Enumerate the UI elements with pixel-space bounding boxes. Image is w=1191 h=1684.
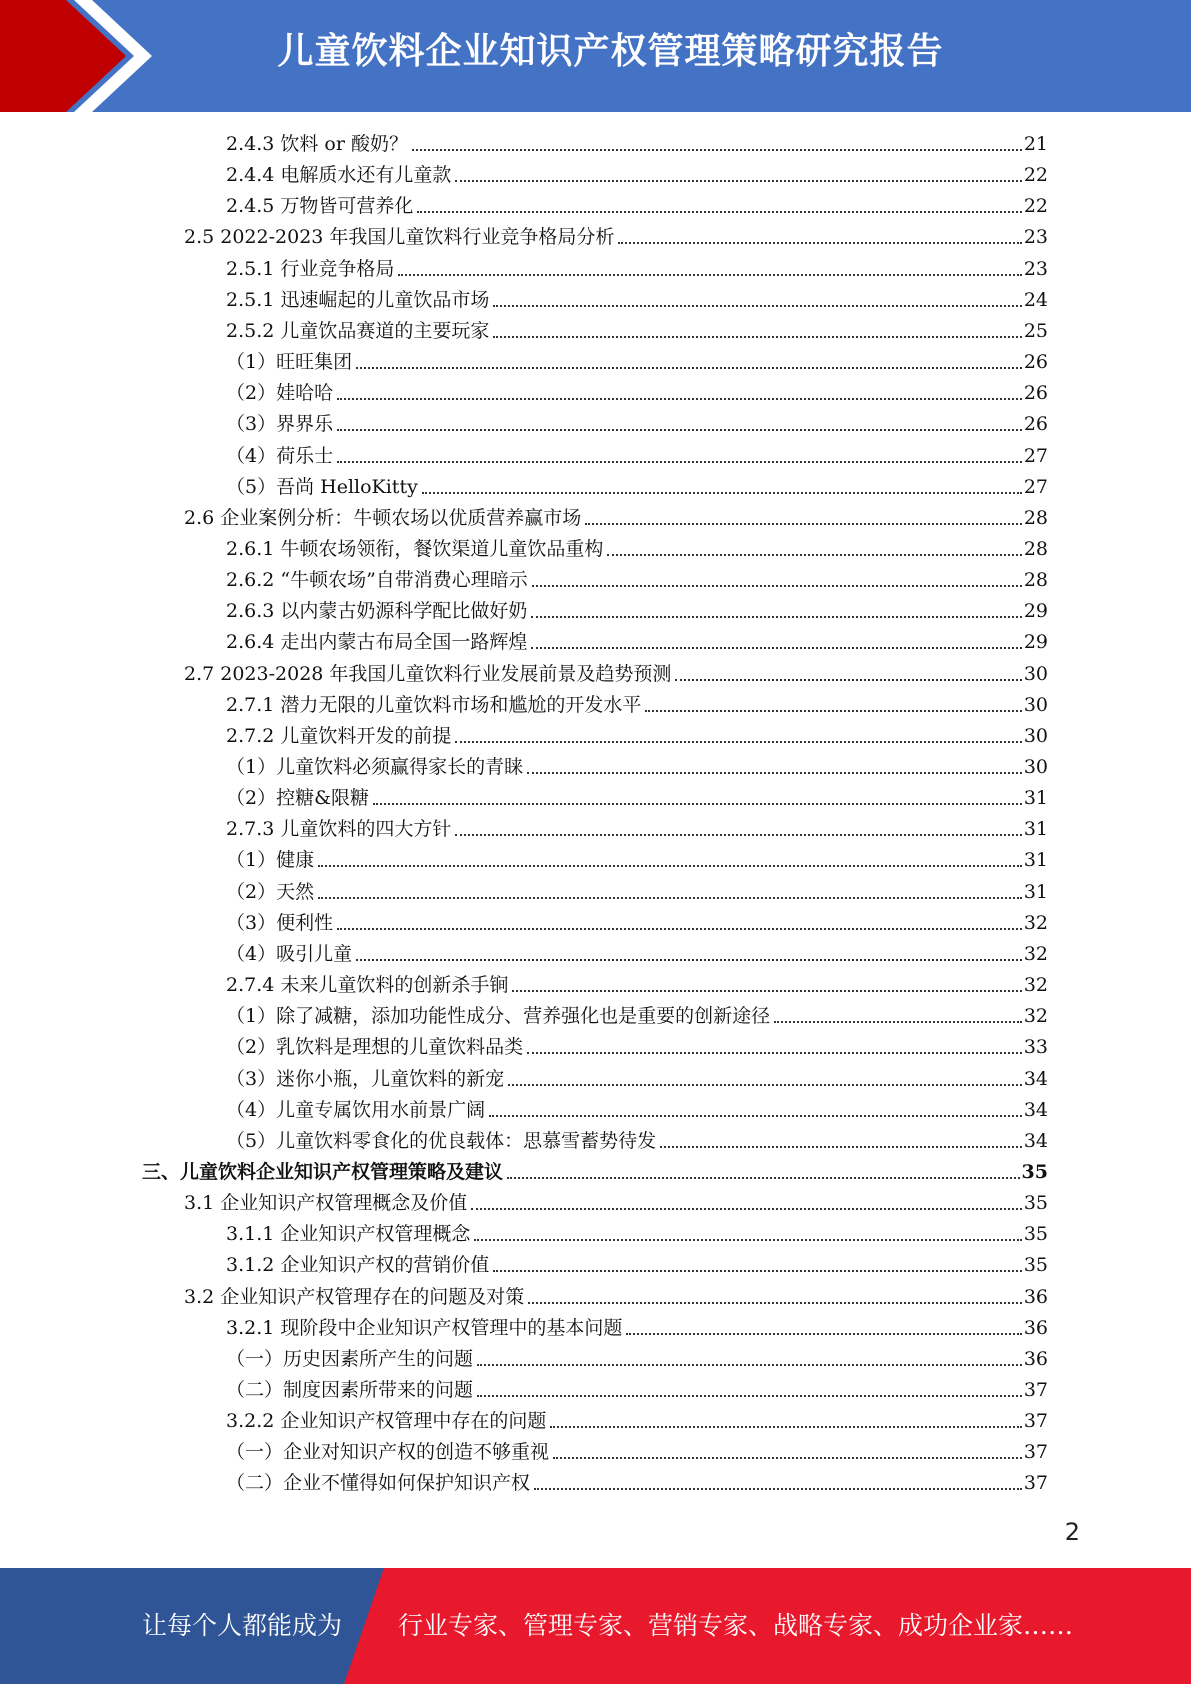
toc-entry-title: 3.2.2 企业知识产权管理中存在的问题 xyxy=(226,1410,547,1433)
toc-entry-page: 35 xyxy=(1023,1254,1048,1277)
toc-entry-page: 35 xyxy=(1021,1160,1048,1183)
toc-entry[interactable] xyxy=(226,687,1048,718)
toc-entry-page: 37 xyxy=(1023,1472,1048,1495)
toc-dot-leader xyxy=(675,679,1021,681)
toc-dot-leader xyxy=(550,1426,1021,1428)
toc-entry-page: 34 xyxy=(1023,1098,1048,1121)
toc-entry-page: 26 xyxy=(1023,351,1048,374)
toc-entry-title: 2.4.5 万物皆可营养化 xyxy=(226,195,414,218)
toc-entry-title: （1）除了减糖，添加功能性成分、营养强化也是重要的创新途径 xyxy=(226,1005,771,1028)
toc-entry[interactable] xyxy=(226,967,1048,998)
toc-dot-leader xyxy=(356,367,1022,369)
header-title: 儿童饮料企业知识产权管理策略研究报告 xyxy=(277,31,944,72)
page-header xyxy=(0,0,1191,112)
toc-entry[interactable] xyxy=(226,749,1048,780)
toc-entry[interactable] xyxy=(184,500,1048,531)
toc-dot-leader xyxy=(493,1270,1021,1272)
toc-entry-page: 35 xyxy=(1023,1223,1048,1246)
toc-entry-page: 27 xyxy=(1023,475,1048,498)
page-footer xyxy=(0,1568,1191,1684)
toc-entry[interactable] xyxy=(226,531,1048,562)
toc-dot-leader xyxy=(528,1302,1022,1304)
toc-dot-leader xyxy=(471,1208,1022,1210)
toc-dot-leader xyxy=(455,834,1021,836)
toc-dot-leader xyxy=(337,461,1022,463)
toc-entry-title: 2.5 2022-2023 年我国儿童饮料行业竞争格局分析 xyxy=(184,226,615,249)
toc-entry-title: 2.5.1 行业竞争格局 xyxy=(226,257,395,280)
toc-entry[interactable] xyxy=(184,1279,1048,1310)
toc-entry-title: 2.5.1 迅速崛起的儿童饮品市场 xyxy=(226,288,490,311)
toc-dot-leader xyxy=(455,180,1021,182)
toc-entry-title: （4）荷乐士 xyxy=(226,444,334,467)
toc-dot-leader xyxy=(398,274,1021,276)
toc-dot-leader xyxy=(553,1457,1022,1459)
toc-entry-title: 2.5.2 儿童饮品赛道的主要玩家 xyxy=(226,319,490,342)
toc-entry-page: 32 xyxy=(1023,911,1048,934)
toc-entry[interactable] xyxy=(226,344,1048,375)
toc-dot-leader xyxy=(531,647,1021,649)
toc-entry[interactable] xyxy=(226,562,1048,593)
toc-entry[interactable] xyxy=(142,1154,1048,1185)
toc-entry-title: （1）健康 xyxy=(226,849,315,872)
toc-dot-leader xyxy=(585,523,1022,525)
toc-entry-title: 3.1 企业知识产权管理概念及价值 xyxy=(184,1192,468,1215)
toc-entry-page: 23 xyxy=(1023,226,1048,249)
toc-dot-leader xyxy=(474,1239,1021,1241)
toc-entry-page: 34 xyxy=(1023,1067,1048,1090)
toc-entry[interactable] xyxy=(226,188,1048,219)
toc-entry[interactable] xyxy=(226,874,1048,905)
toc-entry-page: 26 xyxy=(1023,413,1048,436)
toc-entry-page: 29 xyxy=(1023,631,1048,654)
toc-dot-leader xyxy=(493,305,1021,307)
toc-entry-title: （二）制度因素所带来的问题 xyxy=(226,1379,474,1401)
toc-dot-leader xyxy=(318,865,1022,867)
toc-dot-leader xyxy=(422,492,1022,494)
toc-entry-page: 23 xyxy=(1023,257,1048,280)
toc-entry-title: 2.7 2023-2028 年我国儿童饮料行业发展前景及趋势预测 xyxy=(184,662,672,685)
toc-entry[interactable] xyxy=(226,593,1048,624)
toc-entry-page: 36 xyxy=(1023,1347,1048,1370)
toc-entry-page: 32 xyxy=(1023,942,1048,965)
toc-entry-title: （3）迷你小瓶，儿童饮料的新宠 xyxy=(226,1067,505,1090)
toc-entry-page: 21 xyxy=(1023,133,1048,155)
toc-dot-leader xyxy=(455,741,1021,743)
toc-entry-page: 22 xyxy=(1023,195,1048,218)
toc-entry[interactable] xyxy=(226,438,1048,469)
toc-dot-leader xyxy=(531,616,1021,618)
toc-entry[interactable] xyxy=(226,1372,1048,1403)
toc-entry-title: 三、儿童饮料企业知识产权管理策略及建议 xyxy=(142,1160,504,1183)
toc-entry-title: （4）儿童专属饮用水前景广阔 xyxy=(226,1098,486,1121)
toc-entry-title: 3.2 企业知识产权管理存在的问题及对策 xyxy=(184,1285,525,1308)
toc-entry-page: 31 xyxy=(1023,880,1048,903)
toc-dot-leader xyxy=(477,1395,1022,1397)
toc-entry-page: 27 xyxy=(1023,444,1048,467)
toc-entry[interactable] xyxy=(226,718,1048,749)
toc-entry-page: 32 xyxy=(1023,974,1048,997)
toc-entry-title: （2）乳饮料是理想的儿童饮料品类 xyxy=(226,1036,524,1059)
toc-dot-leader xyxy=(645,710,1021,712)
toc-entry-page: 37 xyxy=(1023,1379,1048,1401)
toc-entry[interactable] xyxy=(226,936,1048,967)
toc-entry-page: 36 xyxy=(1023,1316,1048,1339)
toc-entry-page: 30 xyxy=(1023,693,1048,716)
toc-entry-page: 31 xyxy=(1023,787,1048,810)
toc-entry-page: 31 xyxy=(1023,849,1048,872)
toc-entry-page: 30 xyxy=(1023,724,1048,747)
toc-entry-title: 2.6.4 走出内蒙古布局全国一路辉煌 xyxy=(226,631,528,654)
toc-dot-leader xyxy=(660,1146,1022,1148)
toc-dot-leader xyxy=(337,928,1022,930)
toc-entry-title: （2）天然 xyxy=(226,880,315,903)
footer-slogan-right: 行业专家、管理专家、营销专家、战略专家、成功企业家…… xyxy=(398,1611,1074,1640)
toc-entry-title: （5）儿童饮料零食化的优良载体：思慕雪蓄势待发 xyxy=(226,1129,657,1152)
toc-dot-leader xyxy=(337,429,1022,431)
toc-entry-page: 33 xyxy=(1023,1036,1048,1059)
toc-entry-page: 30 xyxy=(1023,662,1048,685)
toc-dot-leader xyxy=(337,398,1022,400)
footer-slogan-left: 让每个人都能成为 xyxy=(142,1611,343,1640)
toc-dot-leader xyxy=(508,1084,1022,1086)
toc-dot-leader xyxy=(607,554,1021,556)
toc-entry-title: 2.6 企业案例分析：牛顿农场以优质营养赢市场 xyxy=(184,506,582,529)
toc-entry-title: 3.1.1 企业知识产权管理概念 xyxy=(226,1223,471,1246)
toc-entry-title: 2.6.2 “牛顿农场”自带消费心理暗示 xyxy=(226,569,528,592)
toc-entry[interactable] xyxy=(226,998,1048,1029)
toc-entry-page: 29 xyxy=(1023,600,1048,623)
page-number: 2 xyxy=(1064,1518,1080,1546)
toc-entry-title: （1）儿童饮料必须赢得家长的青睐 xyxy=(226,756,524,778)
toc-entry-title: （一）企业对知识产权的创造不够重视 xyxy=(226,1441,550,1464)
toc-dot-leader xyxy=(534,1488,1022,1490)
toc-entry-page: 35 xyxy=(1023,1192,1048,1215)
toc-entry[interactable] xyxy=(226,624,1048,655)
toc-dot-leader xyxy=(417,211,1021,213)
toc-entry-title: （二）企业不懂得如何保护知识产权 xyxy=(226,1472,531,1495)
toc-entry[interactable] xyxy=(226,905,1048,936)
toc-entry-title: （3）便利性 xyxy=(226,911,334,934)
toc-entry[interactable] xyxy=(226,313,1048,344)
toc-entry-title: 2.6.3 以内蒙古奶源科学配比做好奶 xyxy=(226,600,528,623)
toc-entry[interactable] xyxy=(226,1092,1048,1123)
toc-entry[interactable] xyxy=(226,469,1048,500)
toc-entry[interactable] xyxy=(226,1434,1048,1465)
toc-entry[interactable] xyxy=(226,811,1048,842)
toc-dot-leader xyxy=(527,1052,1022,1054)
toc-dot-leader xyxy=(618,242,1021,244)
toc-entry[interactable] xyxy=(184,656,1048,687)
toc-entry-title: 2.4.4 电解质水还有儿童款 xyxy=(226,164,452,187)
toc-entry-page: 31 xyxy=(1023,818,1048,841)
toc-entry[interactable] xyxy=(226,126,1048,157)
toc-entry-title: 3.2.1 现阶段中企业知识产权管理中的基本问题 xyxy=(226,1316,623,1339)
toc-entry-page: 36 xyxy=(1023,1285,1048,1308)
toc-entry-page: 24 xyxy=(1023,288,1048,311)
toc-entry-title: （2）控糖&限糖 xyxy=(226,787,370,810)
toc-entry[interactable] xyxy=(226,780,1048,811)
toc-entry[interactable] xyxy=(226,251,1048,282)
toc-entry[interactable] xyxy=(184,1185,1048,1216)
toc-entry[interactable] xyxy=(226,1341,1048,1372)
toc-entry[interactable] xyxy=(226,1216,1048,1247)
toc-dot-leader xyxy=(512,990,1021,992)
toc-dot-leader xyxy=(527,772,1022,774)
toc-entry-page: 30 xyxy=(1023,756,1048,778)
toc-dot-leader xyxy=(356,959,1022,961)
toc-dot-leader xyxy=(774,1021,1022,1023)
toc-entry-title: （4）吸引儿童 xyxy=(226,942,353,965)
toc-entry[interactable] xyxy=(226,1029,1048,1060)
toc-entry[interactable] xyxy=(226,1465,1048,1496)
toc-dot-leader xyxy=(477,1364,1022,1366)
toc-entry[interactable] xyxy=(184,219,1048,250)
toc-entry-title: 2.6.1 牛顿农场领衔，餐饮渠道儿童饮品重构 xyxy=(226,537,604,560)
toc-dot-leader xyxy=(626,1333,1021,1335)
toc-entry-page: 28 xyxy=(1023,569,1048,592)
toc-dot-leader xyxy=(318,897,1022,899)
toc-entry[interactable] xyxy=(226,1247,1048,1278)
toc-dot-leader xyxy=(507,1177,1020,1179)
toc-entry-page: 26 xyxy=(1023,382,1048,405)
toc-entry[interactable] xyxy=(226,375,1048,406)
toc-entry-page: 28 xyxy=(1023,506,1048,529)
toc-entry-title: 3.1.2 企业知识产权的营销价值 xyxy=(226,1254,490,1277)
toc-entry[interactable] xyxy=(226,282,1048,313)
toc-entry[interactable] xyxy=(226,1061,1048,1092)
toc-entry-title: （2）娃哈哈 xyxy=(226,382,334,405)
toc-entry-title: 2.7.2 儿童饮料开发的前提 xyxy=(226,724,452,747)
toc-entry[interactable] xyxy=(226,1403,1048,1434)
toc-entry-page: 37 xyxy=(1023,1441,1048,1464)
toc-entry-page: 25 xyxy=(1023,319,1048,342)
toc-entry-title: 2.7.3 儿童饮料的四大方针 xyxy=(226,818,452,841)
toc-dot-leader xyxy=(373,803,1022,805)
toc-entry[interactable] xyxy=(226,406,1048,437)
toc-entry[interactable] xyxy=(226,1123,1048,1154)
toc-entry[interactable] xyxy=(226,157,1048,188)
toc-entry-title: （1）旺旺集团 xyxy=(226,351,353,374)
toc-entry-title: （5）吾尚 HelloKitty xyxy=(226,475,418,498)
toc-entry-title: 2.7.1 潜力无限的儿童饮料市场和尴尬的开发水平 xyxy=(226,693,642,716)
toc-entry-page: 22 xyxy=(1023,164,1048,187)
toc-dot-leader xyxy=(532,585,1022,587)
toc-entry-page: 37 xyxy=(1023,1410,1048,1433)
toc-entry-title: 2.7.4 未来儿童饮料的创新杀手锏 xyxy=(226,974,509,997)
toc-entry[interactable] xyxy=(226,1310,1048,1341)
toc-entry-title: （一）历史因素所产生的问题 xyxy=(226,1347,474,1370)
toc-dot-leader xyxy=(489,1115,1022,1117)
toc-dot-leader xyxy=(493,336,1021,338)
toc-entry[interactable] xyxy=(226,842,1048,873)
toc-entry-page: 28 xyxy=(1023,537,1048,560)
toc-entry-page: 32 xyxy=(1023,1005,1048,1028)
toc-entry-page: 34 xyxy=(1023,1129,1048,1152)
toc-entry-title: （3）界界乐 xyxy=(226,413,334,436)
toc-entry-title: 2.4.3 饮料 or 酸奶？ xyxy=(226,133,408,155)
toc-dot-leader xyxy=(412,149,1022,151)
